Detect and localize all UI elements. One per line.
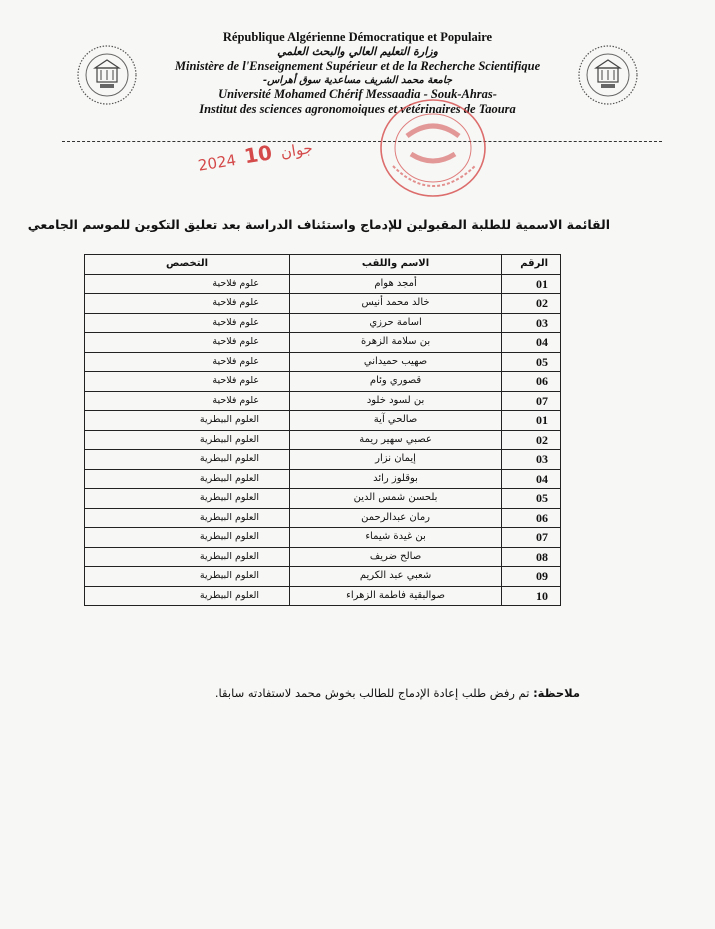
- table-header-row: [85, 255, 561, 275]
- stamp-month: جوان: [279, 138, 314, 162]
- note-text: تم رفض طلب إعادة الإدماج للطالب بخوش محمد لاستفادته سابقا.: [214, 686, 534, 700]
- institute-name: Institut des sciences agronomoiques et vétérinaires de Taoura: [199, 102, 516, 116]
- note-label: ملاحظة:: [533, 686, 580, 700]
- row-number: 03: [502, 450, 561, 470]
- row-number: 02: [502, 294, 561, 314]
- row-name: اسامة حرزي: [290, 313, 502, 333]
- row-number: 03: [502, 313, 561, 333]
- row-name: صهيب حميداني: [290, 352, 502, 372]
- row-name: صوالبقية فاطمة الزهراء: [290, 586, 502, 606]
- row-specialty: العلوم البيطرية: [85, 450, 290, 470]
- row-specialty: العلوم البيطرية: [85, 547, 290, 567]
- row-specialty: علوم فلاحية: [85, 294, 290, 314]
- table-row: [85, 450, 561, 470]
- header-name: الاسم واللقب: [290, 255, 502, 275]
- row-number: 06: [502, 508, 561, 528]
- university-name-fr: Université Mohamed Chérif Messaadia - Souk-Ahras-: [218, 87, 497, 101]
- ministry-name-fr: Ministère de l'Enseignement Supérieur et de la Recherche Scientifique: [174, 59, 541, 73]
- table-row: [85, 430, 561, 450]
- row-number: 05: [502, 352, 561, 372]
- row-number: 10: [502, 586, 561, 606]
- row-name: رمان عبدالرحمن: [290, 508, 502, 528]
- table-row: [85, 294, 561, 314]
- row-specialty: العلوم البيطرية: [85, 528, 290, 548]
- row-name: بن غيدة شيماء: [290, 528, 502, 548]
- institute-seal-stamp: [345, 96, 495, 206]
- row-specialty: العلوم البيطرية: [85, 430, 290, 450]
- header-number: الرقم: [502, 255, 561, 275]
- row-name: إيمان نزار: [290, 450, 502, 470]
- table-row: [85, 547, 561, 567]
- row-number: 07: [502, 528, 561, 548]
- row-specialty: علوم فلاحية: [85, 391, 290, 411]
- row-number: 02: [502, 430, 561, 450]
- row-specialty: علوم فلاحية: [85, 274, 290, 294]
- table-row: [85, 567, 561, 587]
- header-specialty: التخصص: [85, 255, 290, 275]
- university-name-ar: جامعة محمد الشريف مساعدية سوق أهراس-: [262, 75, 453, 86]
- row-number: 04: [502, 333, 561, 353]
- row-specialty: العلوم البيطرية: [85, 508, 290, 528]
- row-number: 05: [502, 489, 561, 509]
- row-number: 01: [502, 411, 561, 431]
- table-row: [85, 391, 561, 411]
- row-name: صالحي آية: [290, 411, 502, 431]
- row-name: خالد محمد أنيس: [290, 294, 502, 314]
- row-specialty: العلوم البيطرية: [85, 489, 290, 509]
- table-row: [85, 352, 561, 372]
- table-row: [85, 372, 561, 392]
- row-specialty: العلوم البيطرية: [85, 586, 290, 606]
- row-number: 09: [502, 567, 561, 587]
- row-number: 07: [502, 391, 561, 411]
- table-row: [85, 274, 561, 294]
- table-row: [85, 469, 561, 489]
- row-name: بلحسن شمس الدين: [290, 489, 502, 509]
- table-row: [85, 411, 561, 431]
- row-number: 04: [502, 469, 561, 489]
- note: [150, 686, 580, 700]
- row-number: 08: [502, 547, 561, 567]
- stamp-year: 2024: [196, 150, 238, 175]
- row-name: أمجد هوام: [290, 274, 502, 294]
- table-row: [85, 489, 561, 509]
- row-name: بن لسود خلود: [290, 391, 502, 411]
- row-specialty: علوم فلاحية: [85, 352, 290, 372]
- table-row: [85, 508, 561, 528]
- table-row: [85, 586, 561, 606]
- document-title: القائمة الاسمية للطلبة المقبولين للإدماج واستئناف الدراسة بعد تعليق التكوين للموسم الجامعي: [27, 217, 610, 232]
- stamp-day: 10: [242, 140, 274, 169]
- table-row: [85, 313, 561, 333]
- row-name: عصبي سهير ريمة: [290, 430, 502, 450]
- row-name: قصوري وئام: [290, 372, 502, 392]
- row-name: شعبي عبد الكريم: [290, 567, 502, 587]
- row-specialty: علوم فلاحية: [85, 372, 290, 392]
- row-number: 06: [502, 372, 561, 392]
- row-name: بوقلوز رائد: [290, 469, 502, 489]
- ministry-name-ar: وزارة التعليم العالي والبحث العلمي: [277, 45, 438, 58]
- students-table: [84, 254, 561, 606]
- row-specialty: العلوم البيطرية: [85, 567, 290, 587]
- table-row: [85, 528, 561, 548]
- row-specialty: العلوم البيطرية: [85, 469, 290, 489]
- row-name: صالح ضريف: [290, 547, 502, 567]
- row-name: بن سلامة الزهرة: [290, 333, 502, 353]
- republic-name: République Algérienne Démocratique et Populaire: [222, 30, 493, 44]
- row-specialty: علوم فلاحية: [85, 333, 290, 353]
- row-number: 01: [502, 274, 561, 294]
- row-specialty: علوم فلاحية: [85, 313, 290, 333]
- table-row: [85, 333, 561, 353]
- row-specialty: العلوم البيطرية: [85, 411, 290, 431]
